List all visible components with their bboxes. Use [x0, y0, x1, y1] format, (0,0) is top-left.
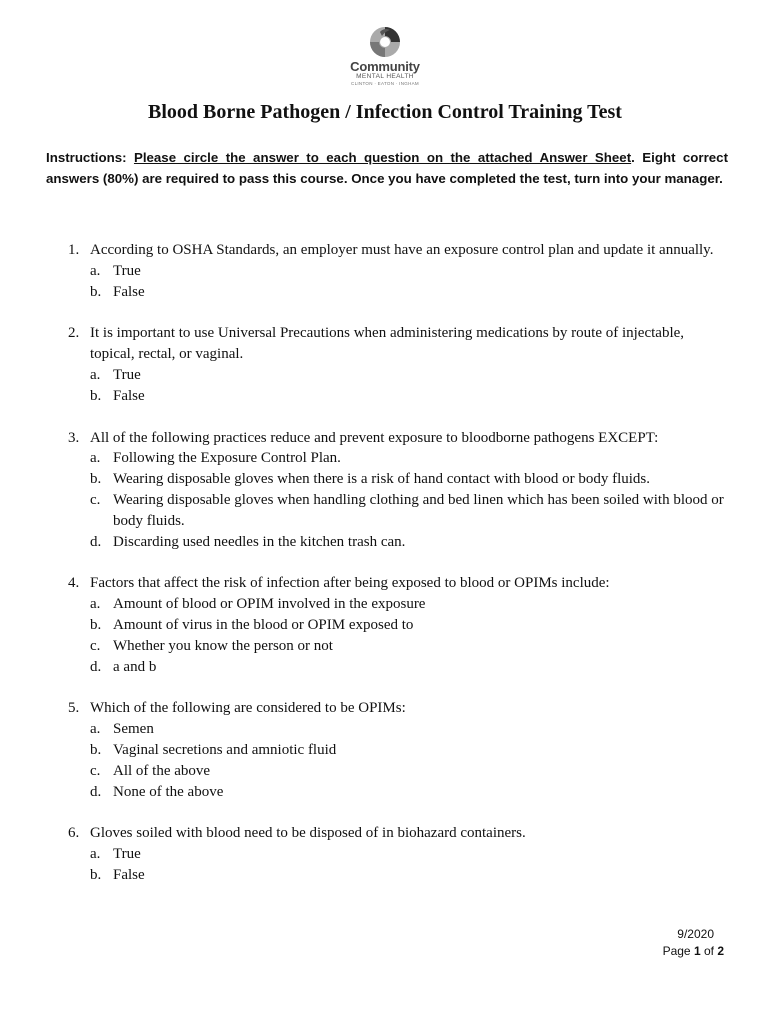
- answer-option: [90, 657, 730, 678]
- question-item: [0, 323, 730, 406]
- organization-logo: [0, 24, 770, 87]
- page-indicator: [663, 943, 724, 960]
- answer-option: [90, 365, 730, 386]
- question-number: 1.: [68, 242, 80, 258]
- answer-option: [90, 761, 730, 782]
- answer-option: [90, 594, 730, 615]
- option-letter: d.: [90, 783, 102, 800]
- document-title: Blood Borne Pathogen / Infection Control Training Test: [148, 101, 622, 123]
- option-letter: d.: [90, 658, 102, 675]
- answer-option: [90, 719, 730, 740]
- logo-subtitle: MENTAL HEALTH: [356, 73, 414, 80]
- answer-option: [90, 615, 730, 636]
- option-text: Following the Exposure Control Plan.: [113, 450, 341, 467]
- option-text: Semen: [113, 721, 154, 738]
- option-letter: c.: [90, 637, 101, 654]
- answer-option: [90, 386, 730, 407]
- instructions-rest: . Eight correct answers (80%) are required to pass this course. Once you have completed the test, turn into your manager.: [46, 150, 728, 186]
- instructions-underlined: Please circle the answer to each question on the attached Answer Sheet: [133, 150, 632, 165]
- answer-option: [90, 782, 730, 803]
- page-of: of: [700, 944, 718, 958]
- answer-option: [90, 844, 730, 865]
- answer-option: [90, 636, 730, 657]
- logo-emblem-icon: [363, 24, 407, 60]
- option-letter: b.: [90, 616, 102, 633]
- option-text: None of the above: [113, 783, 224, 800]
- question-text: Gloves soiled with blood need to be disposed of in biohazard containers.: [90, 825, 526, 842]
- question-number: 2.: [68, 325, 80, 342]
- option-letter: a.: [90, 846, 101, 863]
- answer-option: [90, 740, 730, 761]
- option-letter: b.: [90, 471, 102, 488]
- option-text: All of the above: [113, 762, 211, 779]
- option-text: True: [113, 262, 141, 279]
- question-list: [0, 240, 770, 907]
- option-letter: a.: [90, 366, 101, 383]
- question-number: 3.: [68, 429, 80, 446]
- option-text: a and b: [113, 658, 157, 675]
- answer-option: [90, 261, 730, 282]
- answer-options: [90, 594, 730, 677]
- option-text: Discarding used needles in the kitchen trash can.: [113, 533, 406, 550]
- question-text: Which of the following are considered to be OPIMs:: [90, 700, 406, 717]
- answer-options: [90, 365, 730, 407]
- option-letter: c.: [90, 491, 101, 508]
- option-letter: a.: [90, 596, 101, 613]
- page-total: 2: [717, 944, 724, 958]
- logo-name: Community: [350, 59, 420, 74]
- question-text: According to OSHA Standards, an employer must have an exposure control plan and update it annually.: [90, 242, 714, 258]
- answer-options: [90, 448, 730, 552]
- option-letter: b.: [90, 283, 102, 300]
- option-letter: d.: [90, 533, 102, 550]
- instructions-lead: Instructions:: [46, 150, 134, 165]
- question-item: [0, 428, 730, 553]
- option-text: Wearing disposable gloves when handling clothing and bed linen which has been soiled with blood or body fluids.: [113, 491, 724, 529]
- option-letter: a.: [90, 721, 101, 738]
- option-text: True: [113, 366, 141, 383]
- option-text: False: [113, 387, 145, 404]
- page-footer: [663, 926, 724, 960]
- option-letter: c.: [90, 762, 101, 779]
- logo-tagline: CLINTON · EATON · INGHAM: [351, 81, 419, 86]
- answer-options: [90, 844, 730, 886]
- option-letter: a.: [90, 450, 101, 467]
- answer-option: [90, 532, 730, 553]
- answer-options: [90, 719, 730, 802]
- page-current: 1: [693, 944, 701, 958]
- footer-date: 9/2020: [677, 927, 714, 941]
- question-number: 6.: [68, 825, 80, 842]
- answer-options: [90, 261, 730, 303]
- answer-option: [90, 448, 730, 469]
- option-letter: a.: [90, 262, 101, 279]
- option-letter: b.: [90, 741, 102, 758]
- question-item: [0, 573, 730, 677]
- question-text: It is important to use Universal Precautions when administering medications by route of injectable, topical, rectal, or vaginal.: [90, 325, 685, 363]
- answer-option: [90, 469, 730, 490]
- page-prefix: Page: [662, 944, 694, 958]
- option-text: Wearing disposable gloves when there is a risk of hand contact with blood or body fluids.: [113, 471, 651, 488]
- question-text: All of the following practices reduce and prevent exposure to bloodborne pathogens EXCEPT:: [90, 429, 659, 446]
- answer-option: [90, 490, 730, 532]
- option-text: Amount of blood or OPIM involved in the exposure: [113, 596, 426, 613]
- option-letter: b.: [90, 866, 102, 883]
- question-item: [0, 823, 730, 885]
- option-text: True: [113, 846, 141, 863]
- question-item: [0, 698, 730, 802]
- answer-option: [90, 282, 730, 303]
- option-text: Amount of virus in the blood or OPIM exposed to: [113, 616, 414, 633]
- option-text: False: [113, 866, 145, 883]
- answer-option: [90, 865, 730, 886]
- question-text: Factors that affect the risk of infection after being exposed to blood or OPIMs include:: [90, 575, 610, 592]
- question-number: 5.: [68, 700, 80, 717]
- option-text: Vaginal secretions and amniotic fluid: [113, 741, 337, 758]
- question-item: [0, 240, 730, 302]
- option-text: Whether you know the person or not: [113, 637, 333, 654]
- option-text: False: [113, 283, 145, 300]
- instructions-paragraph: [46, 147, 728, 189]
- option-letter: b.: [90, 387, 102, 404]
- question-number: 4.: [68, 575, 80, 592]
